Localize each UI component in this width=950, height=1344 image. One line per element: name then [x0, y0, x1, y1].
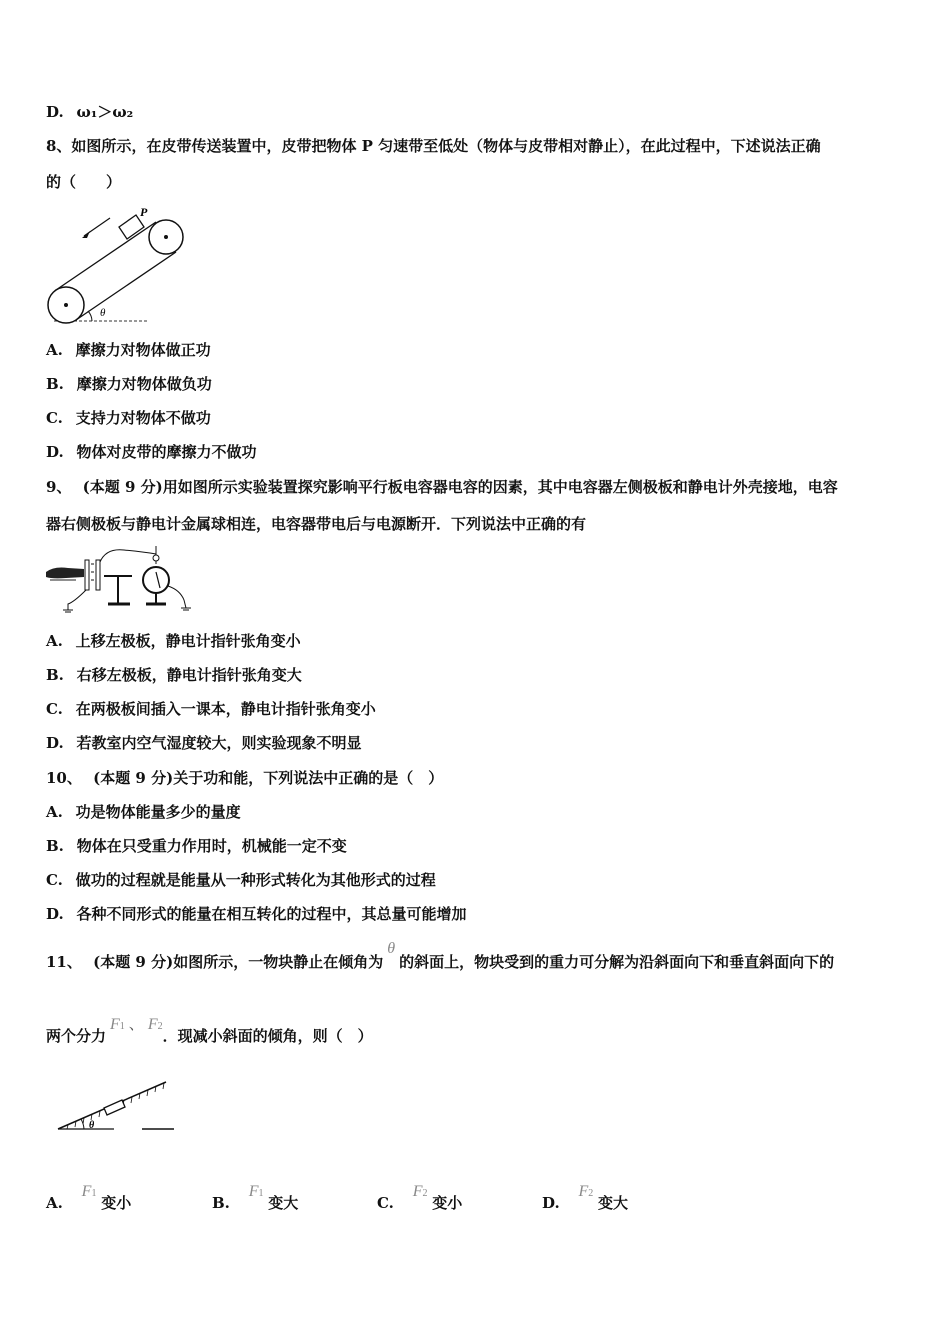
q8-option-c — [46, 408, 211, 428]
option-text: 变小 — [101, 1194, 132, 1212]
option-text: 物体在只受重力作用时，机械能一定不变 — [76, 837, 347, 855]
upper-pulley-axle — [164, 235, 168, 239]
option-text: 上移左极板，静电计指针张角变小 — [75, 632, 301, 650]
electrometer-case — [143, 567, 169, 593]
option-label: C. — [46, 700, 63, 718]
connecting-wire — [100, 550, 156, 562]
question-text: 用如图所示实验装置探究影响平行板电容器电容的因素，其中电容器左侧极板和静电计外壳接地，电容 — [162, 478, 838, 496]
option-label: D. — [46, 443, 64, 461]
electrometer-ball — [153, 555, 159, 561]
q8-stem-line1: 8、如图所示，在皮带传送装置中，皮带把物体 P 匀速带至低处（物体与皮带相对静止），在此过程中，下述说法正确 — [46, 137, 821, 155]
belt-bottom — [76, 252, 176, 320]
question-text: 两个分力 — [46, 1027, 107, 1045]
option-text: ω₁＞ω₂ — [76, 103, 134, 121]
option-label: D. — [46, 103, 64, 121]
option-label: D. — [46, 734, 64, 752]
label-p: P — [140, 205, 148, 219]
option-label: B. — [212, 1194, 230, 1212]
option-label: A. — [46, 1194, 63, 1212]
f-letter: F — [412, 1183, 423, 1200]
incline-figure — [54, 1078, 178, 1134]
q11-option-b — [212, 1183, 299, 1213]
question-text: 如图所示，一物块静止在倾角为 — [173, 953, 384, 971]
label-theta: θ — [100, 307, 106, 319]
f2-symbol — [413, 1183, 428, 1200]
ground-wire-right — [168, 586, 186, 608]
option-label: A. — [46, 632, 63, 650]
f-letter: F — [578, 1183, 589, 1200]
q11-option-a — [46, 1183, 132, 1213]
separator: 、 — [128, 1015, 144, 1033]
f1-symbol — [82, 1183, 97, 1200]
q8-option-b — [46, 374, 212, 394]
label-theta: θ — [89, 1120, 95, 1131]
motion-arrow-head — [82, 231, 90, 238]
q9-stem-line2: 器右侧极板与静电计金属球相连，电容器带电后与电源断开．下列说法中正确的有 — [46, 515, 587, 533]
option-text: 右移左极板，静电计指针张角变大 — [76, 666, 302, 684]
option-text: 若教室内空气湿度较大，则实验现象不明显 — [76, 734, 362, 752]
option-text: 变大 — [598, 1194, 629, 1212]
question-tag: (本题 9 分) — [93, 769, 174, 787]
f1-symbol — [110, 1016, 125, 1033]
q9-option-d — [46, 733, 362, 753]
q11-option-d — [542, 1183, 629, 1213]
angle-arc — [88, 311, 92, 321]
q10-option-b — [46, 836, 347, 856]
belt-top — [56, 222, 156, 290]
option-label: C. — [46, 871, 63, 889]
q7-option-d — [46, 102, 133, 122]
f-letter: F — [110, 1016, 120, 1033]
option-label: D. — [542, 1194, 560, 1212]
f-letter: F — [81, 1183, 92, 1200]
question-number: 11、 — [46, 953, 82, 971]
f-subscript: 1 — [119, 1021, 125, 1032]
block — [104, 1100, 125, 1115]
f-subscript: 1 — [258, 1188, 264, 1199]
q10-option-a — [46, 802, 241, 822]
q8-option-d — [46, 442, 257, 462]
f-letter: F — [248, 1183, 259, 1200]
conveyor-belt-figure — [44, 202, 194, 327]
q11-option-c — [377, 1183, 463, 1213]
electrometer-capacitor-figure — [44, 544, 196, 616]
right-plate — [96, 560, 100, 590]
question-text-cont: 的斜面上，物块受到的重力可分解为沿斜面向下和垂直斜面向下的 — [399, 953, 835, 971]
option-text: 在两极板间插入一课本，静电计指针张角变小 — [75, 700, 376, 718]
option-label: A. — [46, 803, 63, 821]
hand-icon — [46, 568, 84, 579]
option-text: 摩擦力对物体做负功 — [76, 375, 212, 393]
option-text: 变大 — [268, 1194, 299, 1212]
option-label: A. — [46, 341, 63, 359]
option-text: 支持力对物体不做功 — [75, 409, 211, 427]
f-subscript: 2 — [157, 1021, 163, 1032]
f2-symbol — [148, 1016, 163, 1033]
f1-symbol — [249, 1183, 264, 1200]
option-text: 物体对皮带的摩擦力不做功 — [76, 443, 257, 461]
q10-option-c — [46, 870, 436, 890]
q8-stem-line2: 的（ ） — [46, 173, 122, 191]
option-label: B. — [46, 837, 64, 855]
option-text: 各种不同形式的能量在相互转化的过程中，其总量可能增加 — [76, 905, 467, 923]
left-plate — [85, 560, 89, 590]
option-text: 变小 — [432, 1194, 463, 1212]
f-subscript: 2 — [422, 1188, 428, 1199]
question-number: 9、 — [46, 478, 72, 496]
option-label: B. — [46, 375, 64, 393]
q9-stem-line1 — [46, 477, 838, 497]
option-label: C. — [377, 1194, 394, 1212]
f2-symbol — [578, 1183, 593, 1200]
q11-stem-line1 — [46, 940, 835, 973]
question-tag: (本题 9 分) — [93, 953, 174, 971]
question-text-cont: ．现减小斜面的倾角，则（ ） — [162, 1027, 373, 1045]
theta-symbol: θ — [387, 940, 396, 957]
option-label: D. — [46, 905, 64, 923]
q10-stem — [46, 768, 443, 788]
q8-option-a — [46, 340, 211, 360]
f-letter: F — [147, 1016, 158, 1033]
option-text: 摩擦力对物体做正功 — [75, 341, 211, 359]
option-label: C. — [46, 409, 63, 427]
q11-stem-line2 — [46, 1015, 373, 1049]
question-number: 10、 — [46, 769, 82, 787]
ground-wire-left — [68, 590, 86, 610]
option-text: 做功的过程就是能量从一种形式转化为其他形式的过程 — [75, 871, 436, 889]
question-text: 关于功和能，下列说法中正确的是（ ） — [173, 769, 444, 787]
q9-option-b — [46, 665, 302, 685]
q9-option-a — [46, 631, 301, 651]
f-subscript: 2 — [588, 1188, 594, 1199]
question-tag: (本题 9 分) — [82, 478, 163, 496]
q10-option-d — [46, 904, 467, 924]
q9-option-c — [46, 699, 376, 719]
lower-pulley-axle — [64, 303, 68, 307]
f-subscript: 1 — [91, 1188, 97, 1199]
option-text: 功是物体能量多少的量度 — [75, 803, 241, 821]
option-label: B. — [46, 666, 64, 684]
